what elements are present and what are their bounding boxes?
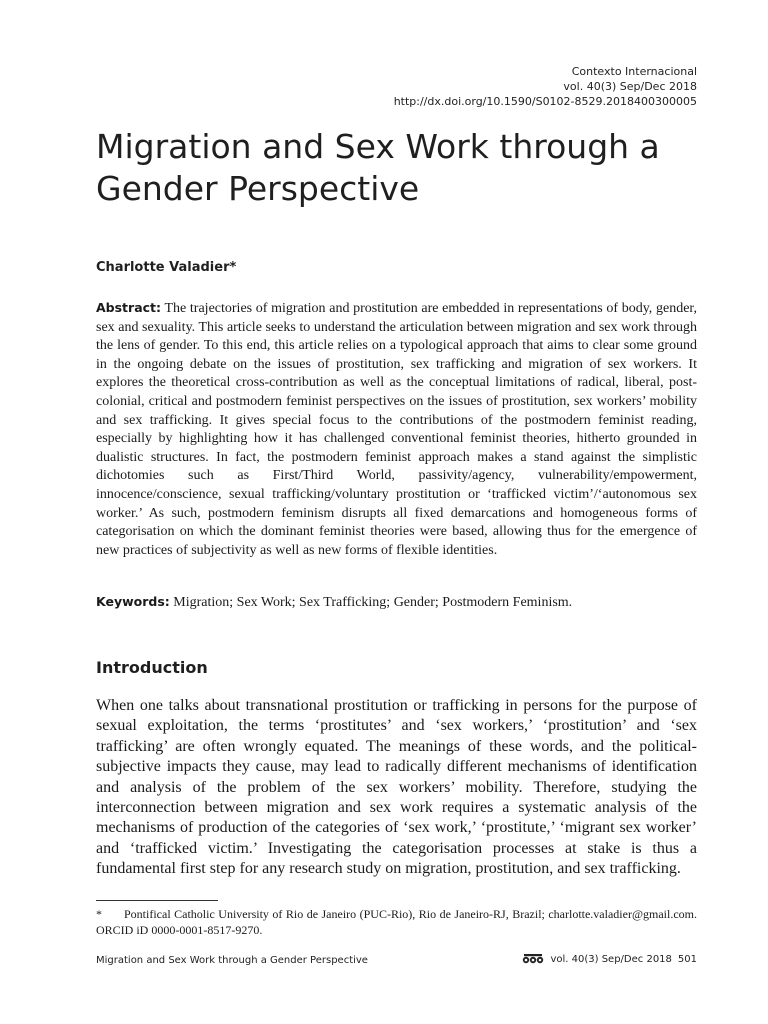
article-title <box>96 126 696 210</box>
page-footer <box>522 953 697 965</box>
page-number: 501 <box>677 953 697 965</box>
abstract-text: The trajectories of migration and prostitution are embedded in representations of body, gender, sex and sexuality. This article seeks to understand the articulation between migration and sex work through the lens of gender. To this end, this article relies on a typological approach that aims to clear some ground in the ongoing debate on the issues of prostitution, sex trafficking and migration of sex workers. It explores the theoretical cross-contribution as well as the conceptual limitations of radical, liberal, post-colonial, critical and postmodern feminist perspectives on the issues of prostitution, sex workers’ mobility and sex trafficking. It gives special focus to the contributions of the postmodern feminist reading, especially by highlighting how it has challenged conventional feminist theories, hitherto grounded in dualistic structures. In fact, the postmodern feminist approach makes a stand against the simplistic dichotomies such as First/Third World, passivity/agency, vulnerability/empowerment, innocence/conscience, sexual trafficking/voluntary prostitution or ‘trafficked victim’/‘autonomous sex worker.’ As such, postmodern feminism disrupts all fixed demarcations and homogeneous forms of categorisation on which the dominant feminist theories were based, allowing thus for the emergence of new practices of subjectivity as well as new forms of flexible identities. <box>96 301 698 558</box>
journal-name: Contexto Internacional <box>571 65 697 78</box>
journal-header <box>394 64 697 109</box>
footnote-divider <box>96 900 218 901</box>
abstract-label: Abstract: <box>96 300 162 315</box>
keywords-text: Migration; Sex Work; Sex Trafficking; Gender; Postmodern Feminism. <box>173 595 573 610</box>
introduction-heading: Introduction <box>96 658 208 677</box>
keywords <box>96 593 697 612</box>
footnote <box>96 906 697 938</box>
footnote-text[interactable]: Pontifical Catholic University of Rio de Janeiro (PUC-Rio), Rio de Janeiro-RJ, Brazil; charlotte.valadier@gmail.com. ORCID iD 0000-0001-8517-9270. <box>96 907 697 937</box>
keywords-label: Keywords: <box>96 594 170 609</box>
introduction-text: When one talks about transnational prostitution or trafficking in persons for the purpose of sexual exploitation, the terms ‘prostitutes’ and ‘sex workers,’ ‘prostitution’ and ‘sex trafficking’ are often wrongly equated. The meanings of these words, and the political-subjective impacts they cause, may lead to radically different mechanisms of identification and analysis of the problem of the sex workers’ mobility. Therefore, studying the interconnection between migration and sex work requires a systematic analysis of the mechanisms of production of the categories of ‘sex work,’ ‘prostitute,’ ‘migrant sex worker’ and ‘trafficked victim.’ Investigating the categorisation processes at stake is thus a fundamental first step for any research study on migration, prostitution, and sex trafficking. <box>96 697 697 878</box>
running-title: Migration and Sex Work through a Gender Perspective <box>96 955 368 966</box>
author-name: Charlotte Valadier* <box>96 260 237 275</box>
doi-link[interactable]: http://dx.doi.org/10.1590/S0102-8529.2018400300005 <box>393 95 697 108</box>
abstract <box>96 299 697 560</box>
title-line-1: Migration and Sex Work through a <box>96 127 660 166</box>
footer-volume: vol. 40(3) Sep/Dec 2018 <box>550 953 672 965</box>
footnote-mark: * <box>96 907 102 921</box>
title-line-2: Gender Perspective <box>96 169 420 208</box>
journal-volume: vol. 40(3) Sep/Dec 2018 <box>563 80 697 93</box>
cint-logo-icon <box>522 953 544 965</box>
